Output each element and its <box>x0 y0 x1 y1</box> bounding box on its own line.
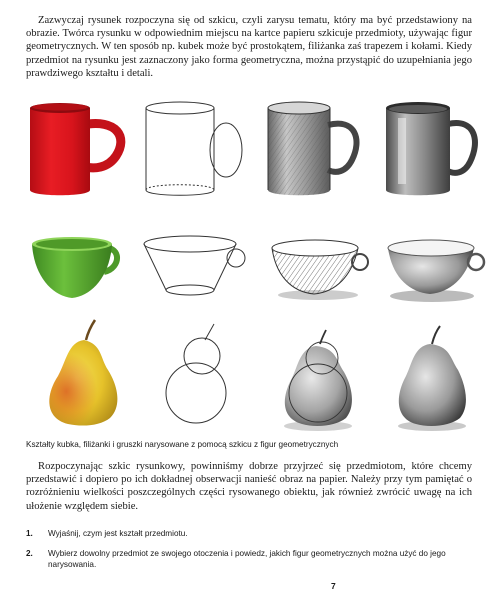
mug-shaded-sketch <box>268 102 357 195</box>
red-mug-photo <box>30 103 121 195</box>
green-cup-photo <box>32 237 117 298</box>
pear-geometric-sketch <box>166 324 226 423</box>
question-text: Wybierz dowolny przedmiot ze swojego otoczenia i powiedz, jakich figur geometrycznych można użyć do jego narysowania. <box>48 549 446 569</box>
page-number: 7 <box>331 581 336 591</box>
cup-shaded-sketch <box>272 240 368 300</box>
question-number: 1. <box>26 529 33 538</box>
question-number: 2. <box>26 549 33 558</box>
cup-final-drawing <box>388 240 484 302</box>
pear-shaded-sketch <box>284 330 352 431</box>
mug-geometric-sketch <box>146 102 242 195</box>
cup-geometric-sketch <box>144 236 245 295</box>
figure-caption: Kształty kubka, filiżanki i gruszki narysowane z pomocą szkicu z figur geometrycznych <box>26 440 339 449</box>
pear-photo <box>49 320 117 426</box>
question-text: Wyjaśnij, czym jest kształt przedmiotu. <box>48 529 188 538</box>
pear-final-drawing <box>398 326 466 431</box>
body-paragraph: Rozpoczynając szkic rysunkowy, powinniśmy dobrze przyjrzeć się przedmiotom, które chcemy przedstawić i dopiero po ich dokładnej obserwacji nanieść obraz na papier. Należy przy tym pamiętać o rozróżnieniu wielkości poszczególnych części rysowanego obiektu, jak również zwrócić uwagę na ich ułożenie względem siebie. <box>26 461 472 512</box>
intro-paragraph: Zazwyczaj rysunek rozpoczyna się od szkicu, czyli zarysu tematu, który ma być przedstawiony na obrazie. Twórca rysunku w odpowiednim miejscu na kartce papieru szkicuje przedmioty, używając figur geometrycznych. W ten sposób np. kubek może być prostokątem, filiżanka zaś trapezem i kołami. Kiedy przedmiot na rysunku jest zaznaczony jako forma geometryczna, można przystąpić do uzupełniania jego prawdziwego kształtu i detali. <box>26 15 472 79</box>
mug-final-drawing <box>386 102 475 195</box>
